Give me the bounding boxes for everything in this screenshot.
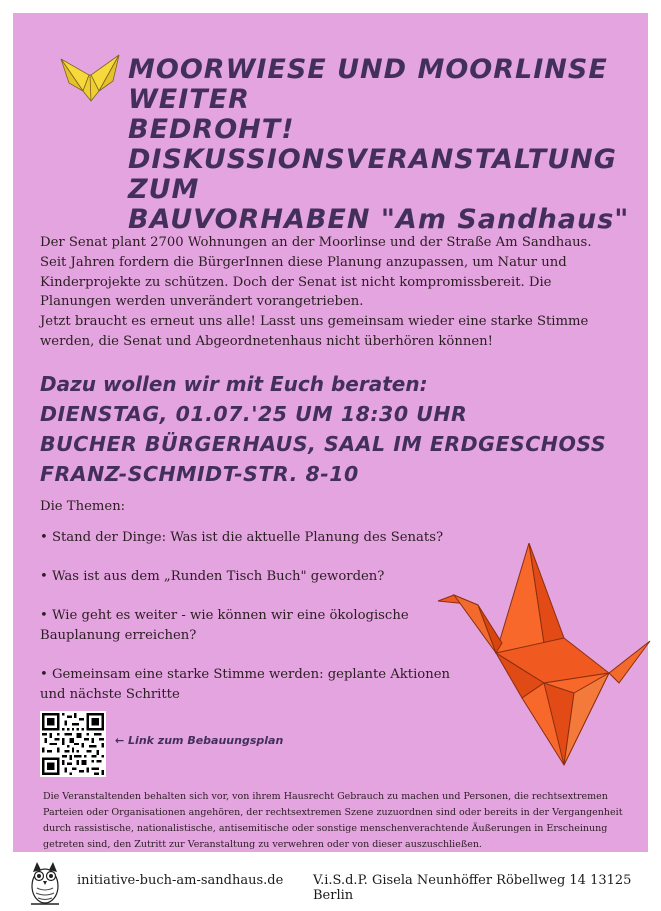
imprint: V.i.S.d.P. Gisela Neunhöffer Röbellweg 14 13125 Berlin	[313, 873, 632, 903]
headline-line-4: BAUVORHABEN "Am Sandhaus"	[128, 204, 630, 235]
intro-line: werden, die Senat und Abgeordnetenhaus nicht überhören können!	[40, 333, 493, 349]
origami-crane-icon	[424, 543, 652, 769]
intro-text	[40, 233, 618, 352]
poster	[13, 13, 648, 852]
intro-line: Planungen werden unverändert vorangetrieben.	[40, 294, 364, 310]
themes-title: Die Themen:	[40, 499, 126, 514]
theme-item: • Stand der Dinge: Was ist die aktuelle Planung des Senats?	[40, 530, 444, 545]
themes-list	[40, 528, 460, 724]
theme-item: • Was ist aus dem „Runden Tisch Buch" geworden?	[40, 569, 385, 584]
theme-item: • Gemeinsam eine starke Stimme werden: geplante Aktionen und nächste Schritte	[40, 667, 451, 702]
headline-line-1: MOORWIESE UND MOORLINSE WEITER	[128, 54, 608, 115]
owl-logo-icon	[25, 858, 65, 906]
event-date: DIENSTAG, 01.07.'25 UM 18:30 UHR	[40, 402, 468, 426]
event-details	[40, 369, 630, 489]
intro-line: Kinderprojekte zu schützen. Doch der Senat ist nicht kompromissbereit. Die	[40, 274, 552, 290]
intro-line: Seit Jahren fordern die BürgerInnen diese Planung anzupassen, um Natur und	[40, 254, 567, 270]
event-address: FRANZ-SCHMIDT-STR. 8-10	[40, 462, 359, 486]
theme-item: • Wie geht es weiter - wie können wir eine ökologische Bauplanung erreichen?	[40, 608, 409, 643]
qr-code[interactable]	[40, 711, 106, 777]
event-venue: BUCHER BÜRGERHAUS, SAAL IM ERDGESCHOSS	[40, 432, 607, 456]
website-link[interactable]: initiative-buch-am-sandhaus.de	[77, 873, 284, 888]
footer	[0, 852, 661, 911]
headline-line-2: BEDROHT!	[128, 114, 295, 145]
qr-link-label: ← Link zum Bebauungsplan	[115, 734, 284, 747]
qr-code-icon	[42, 713, 104, 775]
intro-line: Der Senat plant 2700 Wohnungen an der Moorlinse und der Straße Am Sandhaus.	[40, 235, 592, 250]
headline	[128, 55, 640, 235]
event-lead: Dazu wollen wir mit Euch beraten:	[40, 372, 428, 396]
headline-line-3: DISKUSSIONSVERANSTALTUNG ZUM	[128, 144, 617, 205]
origami-butterfly-icon	[59, 53, 121, 103]
intro-line: Jetzt braucht es erneut uns alle! Lasst uns gemeinsam wieder eine starke Stimme	[40, 314, 589, 330]
disclaimer: Die Veranstaltenden behalten sich vor, von ihrem Hausrecht Gebrauch zu machen und Personen, die rechtsextremen Parteien oder Organisationen angehören, der rechtsextremen Szene zuzuordnen sind oder bereits in der Vergangenheit durch rassistische, nationalistische, antisemitische oder sonstige menschenverachtende Äußerungen in Erscheinung getreten sind, den Zutritt zur Veranstaltung zu verwehren oder von dieser auszuschließen.	[43, 791, 623, 850]
